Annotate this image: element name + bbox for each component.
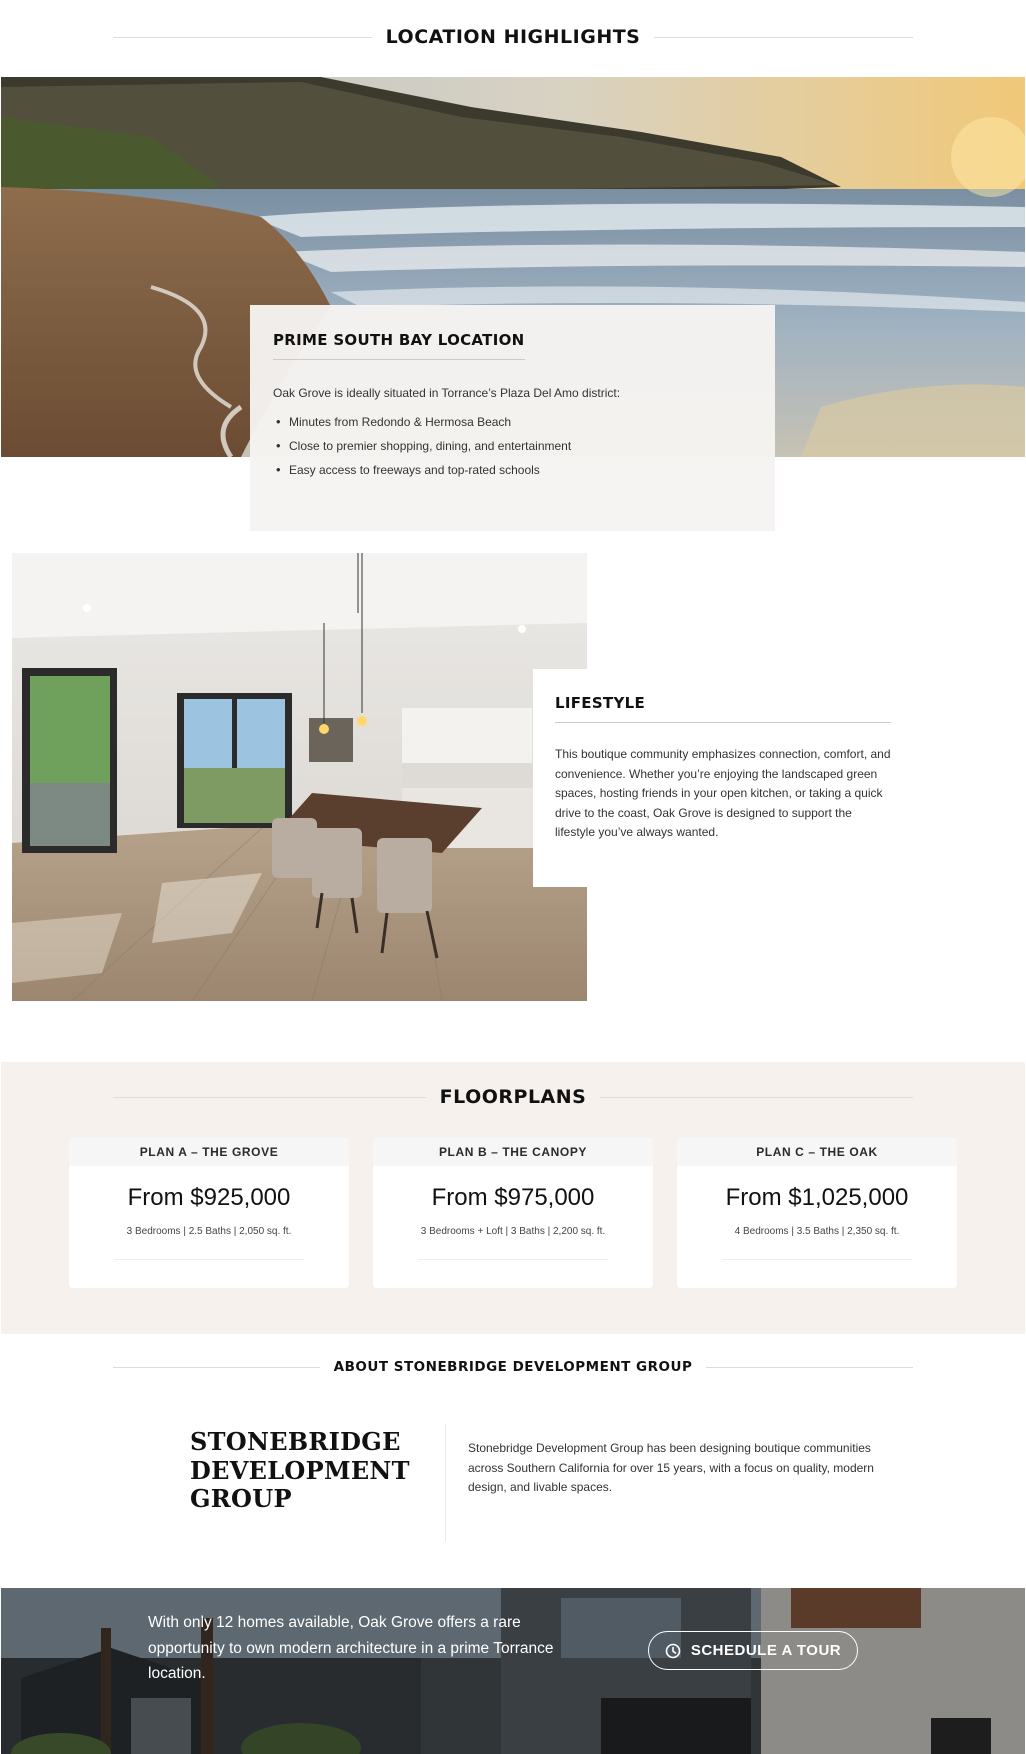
- schedule-tour-label: SCHEDULE A TOUR: [690, 1642, 842, 1659]
- floorplans-heading-label: FLOORPLANS: [439, 1086, 587, 1108]
- location-bullet: • Easy access to freeways and top-rated schools: [273, 463, 752, 477]
- clock-icon: [665, 1643, 681, 1659]
- heading-rule-right: [654, 37, 913, 38]
- location-intro: Oak Grove is ideally situated in Torrance’s Plaza Del Amo district:: [273, 386, 621, 400]
- kitchen-dining-photo: [12, 553, 587, 1001]
- schedule-tour-button[interactable]: [648, 1631, 858, 1670]
- heading-rule-right: [706, 1367, 913, 1368]
- location-bullet-list: [273, 415, 752, 477]
- plan-details: 3 Bedrooms + Loft | 3 Baths | 2,200 sq. ft.: [420, 1226, 606, 1237]
- plan-name: PLAN B – THE CANOPY: [373, 1138, 653, 1166]
- plan-divider: [114, 1259, 304, 1260]
- heading-rule-left: [113, 1367, 320, 1368]
- plan-name: PLAN C – THE OAK: [677, 1138, 957, 1166]
- plan-price: From $925,000: [127, 1184, 291, 1211]
- location-bullet: • Close to premier shopping, dining, and entertainment: [273, 439, 752, 453]
- plan-details: 4 Bedrooms | 3.5 Baths | 2,350 sq. ft.: [734, 1226, 900, 1237]
- plan-price: From $975,000: [431, 1184, 595, 1211]
- heading-rule-left: [113, 37, 372, 38]
- cta-banner: [1, 1588, 1025, 1754]
- location-bullet: • Minutes from Redondo & Hermosa Beach: [273, 415, 752, 429]
- about-divider: [445, 1424, 446, 1542]
- stonebridge-logo: [190, 1428, 410, 1514]
- plan-divider: [722, 1259, 912, 1260]
- plan-name: PLAN A – THE GROVE: [69, 1138, 349, 1166]
- plan-card-c[interactable]: [677, 1138, 957, 1288]
- location-card-title: PRIME SOUTH BAY LOCATION: [273, 331, 525, 360]
- logo-line: STONEBRIDGE: [190, 1427, 401, 1456]
- floorplans-section: [1, 1062, 1025, 1334]
- plan-divider: [418, 1259, 608, 1260]
- location-card: [250, 305, 775, 531]
- logo-line: GROUP: [190, 1484, 292, 1513]
- about-body: Stonebridge Development Group has been designing boutique communities across Southern California for over 15 years, with a focus on quality, modern design, and livable spaces.: [468, 1441, 874, 1495]
- lifestyle-body: This boutique community emphasizes connection, comfort, and convenience. Whether you’re enjoying the landscaped green spaces, hosting friends in your open kitchen, or taking a quick drive to the coast, Oak Grove is designed to support the lifestyle you’ve always wanted.: [555, 747, 891, 840]
- plan-card-b[interactable]: [373, 1138, 653, 1288]
- plan-details: 3 Bedrooms | 2.5 Baths | 2,050 sq. ft.: [126, 1226, 292, 1237]
- lifestyle-title: LIFESTYLE: [555, 694, 891, 723]
- plan-card-a[interactable]: [69, 1138, 349, 1288]
- location-highlights-heading: [113, 26, 913, 48]
- lifestyle-card: [533, 669, 913, 887]
- heading-rule-left: [113, 1097, 426, 1098]
- heading-rule-right: [600, 1097, 913, 1098]
- logo-line: DEVELOPMENT: [190, 1455, 410, 1485]
- about-heading: [113, 1359, 913, 1375]
- cta-text: With only 12 homes available, Oak Grove offers a rare opportunity to own modern architecture in a prime Torrance location.: [148, 1614, 554, 1683]
- floorplans-heading: [113, 1086, 913, 1108]
- about-heading-label: ABOUT STONEBRIDGE DEVELOPMENT GROUP: [333, 1359, 693, 1375]
- location-heading-label: LOCATION HIGHLIGHTS: [385, 26, 641, 48]
- plan-price: From $1,025,000: [725, 1184, 909, 1211]
